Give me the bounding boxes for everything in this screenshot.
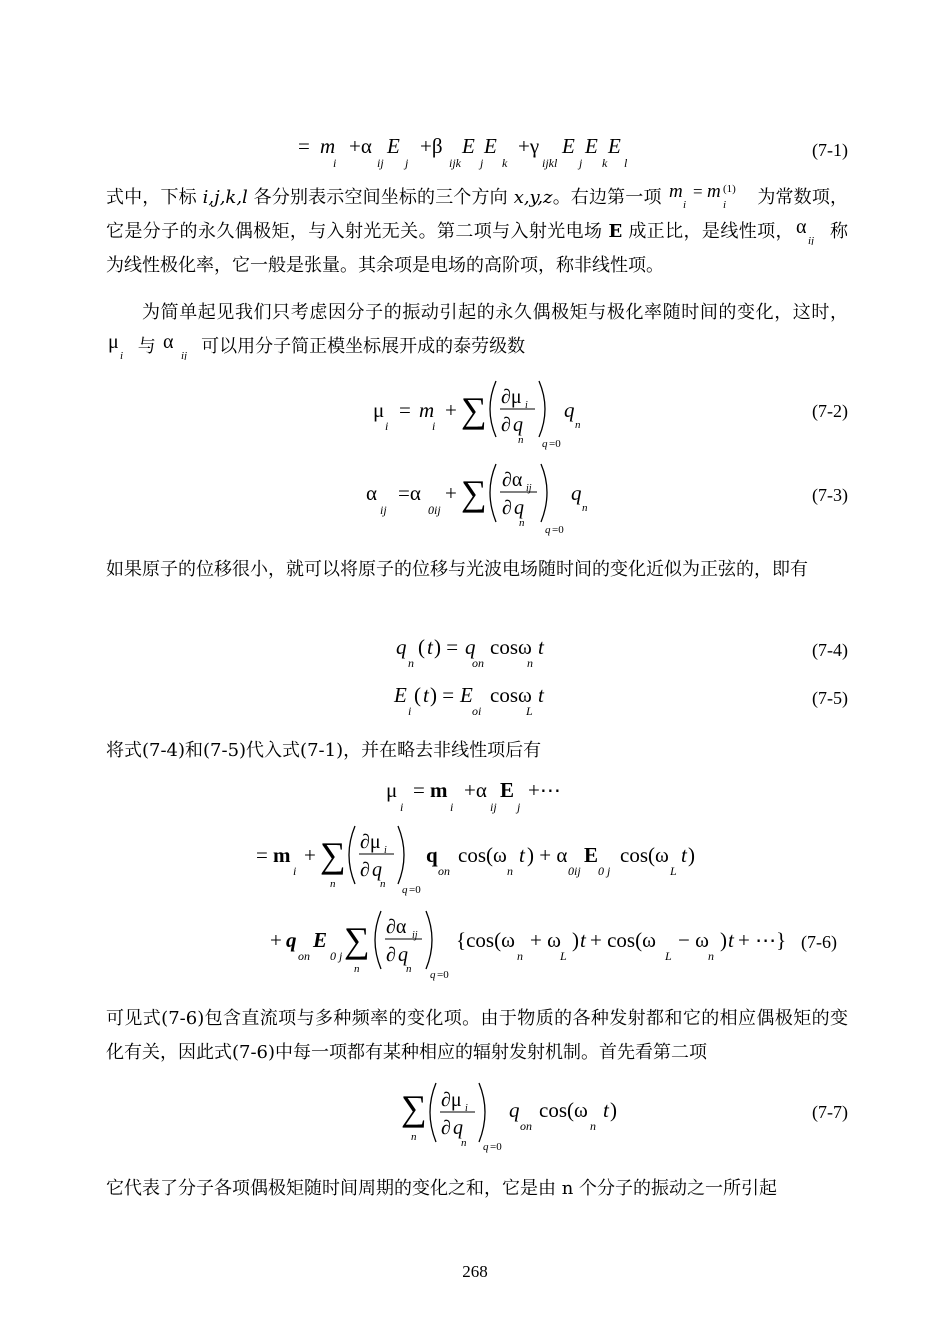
svg-text:i: i — [525, 400, 528, 411]
paragraph-5: 可见式(7-6)包含直流项与多种频率的变化项。由于物质的各种发射都和它的相应偶极矩的变化有关，因此式(7-6)中每一项都有某种相应的辐射发射机制。首先看第二项 — [106, 1008, 848, 1063]
svg-text:cos(ω: cos(ω — [539, 1098, 588, 1122]
svg-text:μ: μ — [373, 398, 385, 422]
svg-text:k: k — [602, 156, 608, 170]
svg-text:j: j — [579, 156, 583, 170]
svg-text:): ) — [720, 928, 727, 952]
svg-text:cosω: cosω — [490, 635, 532, 659]
text-run: 与 — [132, 336, 162, 357]
equation-number: (7-4) — [812, 640, 848, 660]
text-run: i,j,k,l — [202, 187, 248, 208]
equation-number: (7-6) — [801, 932, 837, 952]
equation-7-5 — [0, 680, 950, 740]
svg-text:(: ( — [414, 683, 421, 707]
svg-text:i: i — [465, 1103, 468, 1114]
svg-text:=: = — [413, 778, 425, 802]
text-run: 为常数项，它是分子的永久偶极矩，与入射光无关。第二项与入射光电场 — [106, 187, 848, 242]
svg-text:L: L — [526, 704, 533, 718]
paragraph-1 — [106, 181, 848, 283]
svg-text:+ cos(ω: + cos(ω — [590, 928, 656, 952]
svg-text:q: q — [426, 843, 438, 867]
svg-text:+⋯: +⋯ — [528, 778, 561, 802]
equation-7-7 — [0, 1078, 950, 1158]
svg-text:∂μ: ∂μ — [501, 386, 522, 408]
svg-text:∂: ∂ — [386, 944, 396, 966]
svg-text:) + α: ) + α — [527, 843, 568, 867]
svg-text:=: = — [256, 843, 268, 867]
svg-text:ij: ij — [412, 930, 418, 941]
svg-text:n: n — [507, 864, 513, 878]
equation-number: (7-5) — [812, 688, 848, 708]
svg-text:ij: ij — [377, 156, 384, 170]
svg-text:+ ⋯}: + ⋯} — [738, 928, 787, 952]
svg-text:− ω: − ω — [678, 928, 709, 952]
svg-text:E: E — [313, 928, 328, 952]
svg-text:n: n — [517, 949, 523, 963]
svg-text:t: t — [519, 843, 525, 867]
inline-formula-mu-i — [106, 334, 132, 360]
svg-text:q: q — [564, 398, 575, 422]
svg-text:t: t — [603, 1098, 609, 1122]
text-run: 式中，下标 — [106, 187, 203, 208]
svg-text:ijk: ijk — [449, 156, 461, 170]
svg-text:t: t — [427, 635, 433, 659]
svg-text:n: n — [461, 1137, 467, 1149]
svg-text:j: j — [517, 800, 521, 814]
svg-text:=0: =0 — [409, 884, 421, 896]
svg-text:cos(ω: cos(ω — [620, 843, 669, 867]
svg-text:∂: ∂ — [360, 859, 370, 881]
svg-text:E: E — [394, 683, 407, 707]
svg-text:E: E — [500, 778, 515, 802]
svg-text:m: m — [669, 183, 684, 202]
svg-text:E: E — [608, 134, 621, 158]
paragraph-3: 如果原子的位移很小，就可以将原子的位移与光波电场随时间的变化近似为正弦的，即有 — [106, 559, 808, 580]
svg-text:j: j — [480, 156, 484, 170]
equation-7-2 — [0, 375, 950, 450]
svg-text:q: q — [514, 497, 524, 519]
svg-text:0 j: 0 j — [598, 864, 611, 878]
svg-text:E: E — [460, 683, 473, 707]
svg-text:E: E — [462, 134, 475, 158]
svg-text:t: t — [423, 683, 429, 707]
equation-7-4-formula — [390, 632, 570, 672]
svg-text:oi: oi — [472, 704, 482, 718]
svg-text:t: t — [580, 928, 586, 952]
svg-text:∑: ∑ — [344, 920, 370, 960]
svg-text:i: i — [432, 419, 436, 433]
equation-7-7-formula — [395, 1078, 635, 1158]
svg-text:∂α: ∂α — [502, 469, 523, 491]
svg-text:q: q — [571, 481, 582, 505]
text-run: 各分别表示空间坐标的三个方向 — [247, 187, 514, 208]
svg-text:q: q — [372, 859, 382, 881]
svg-text:∂μ: ∂μ — [360, 831, 381, 853]
svg-text:=0: =0 — [490, 1141, 502, 1153]
svg-text:i: i — [408, 704, 412, 718]
svg-text:+β: +β — [420, 134, 443, 158]
svg-text:{cos(ω: {cos(ω — [456, 928, 515, 952]
svg-text:t: t — [538, 683, 544, 707]
svg-text:t: t — [728, 928, 734, 952]
svg-text:j: j — [405, 156, 409, 170]
svg-text:=0: =0 — [552, 524, 564, 536]
text-run: E — [608, 221, 623, 242]
svg-text:q: q — [286, 928, 297, 952]
svg-text:=: = — [298, 134, 310, 158]
svg-text:q: q — [396, 635, 407, 659]
svg-text:α: α — [366, 481, 378, 505]
equation-7-6-formula — [250, 775, 810, 985]
svg-text:+: + — [304, 843, 316, 867]
svg-text:m: m — [707, 183, 722, 202]
svg-text:q: q — [465, 635, 476, 659]
svg-text:q: q — [430, 969, 436, 981]
text-run: 。右边第一项 — [552, 187, 668, 208]
svg-text:n: n — [408, 656, 414, 670]
svg-text:+ ω: + ω — [530, 928, 561, 952]
svg-text:α: α — [163, 334, 174, 353]
svg-text:ij: ij — [181, 350, 188, 360]
svg-text:∂: ∂ — [502, 497, 512, 519]
svg-text:q: q — [509, 1098, 520, 1122]
svg-text:=: = — [693, 183, 704, 201]
svg-text:n: n — [519, 517, 525, 529]
svg-text:+: + — [445, 398, 457, 422]
svg-text:on: on — [520, 1119, 532, 1133]
svg-text:i: i — [400, 800, 404, 814]
svg-text:∂α: ∂α — [386, 916, 407, 938]
svg-text:i: i — [333, 156, 337, 170]
svg-text:on: on — [438, 864, 450, 878]
page-number: 268 — [462, 1262, 488, 1281]
svg-text:) =: ) = — [430, 683, 455, 707]
svg-text:=: = — [399, 398, 411, 422]
paragraph-2 — [106, 296, 848, 364]
svg-text:i: i — [385, 419, 389, 433]
text-run: 成正比，是线性项， — [622, 221, 794, 242]
text-run: 可以用分子简正模坐标展开成的泰劳级数 — [195, 336, 526, 357]
svg-text:ijkl: ijkl — [542, 156, 558, 170]
svg-text:n: n — [411, 1131, 417, 1143]
paragraph-4: 将式(7-4)和(7-5)代入式(7-1)，并在略去非线性项后有 — [106, 740, 542, 761]
paragraph-6: 它代表了分子各项偶极矩随时间周期的变化之和，它是由 n 个分子的振动之一所引起 — [106, 1178, 778, 1199]
svg-text:L: L — [670, 864, 677, 878]
svg-text:m: m — [320, 134, 336, 158]
svg-text:n: n — [708, 949, 714, 963]
svg-text:∂: ∂ — [501, 414, 511, 436]
svg-text:q: q — [402, 884, 408, 896]
equation-7-2-formula — [365, 375, 605, 450]
svg-text:ij: ij — [380, 503, 387, 517]
svg-text:) =: ) = — [434, 635, 459, 659]
svg-text:=0: =0 — [437, 969, 449, 981]
svg-text:n: n — [354, 963, 360, 975]
svg-text:n: n — [582, 502, 588, 514]
svg-text:q: q — [398, 944, 408, 966]
svg-text:E: E — [562, 134, 575, 158]
svg-text:E: E — [584, 843, 599, 867]
svg-text:E: E — [484, 134, 497, 158]
svg-text:∂: ∂ — [441, 1117, 451, 1139]
svg-text:k: k — [502, 156, 508, 170]
inline-formula-alpha-ij — [161, 334, 195, 360]
svg-text:): ) — [688, 843, 695, 867]
svg-text:on: on — [298, 949, 310, 963]
svg-text:∑: ∑ — [461, 390, 487, 430]
svg-text:t: t — [681, 843, 687, 867]
svg-text:(: ( — [418, 635, 425, 659]
svg-text:n: n — [380, 878, 386, 890]
svg-text:i: i — [683, 199, 687, 209]
svg-text:i: i — [450, 800, 454, 814]
svg-text:0 j: 0 j — [330, 949, 343, 963]
svg-text:E: E — [585, 134, 598, 158]
svg-text:ij: ij — [526, 483, 532, 494]
svg-text:∑: ∑ — [320, 835, 346, 875]
svg-text:l: l — [624, 156, 628, 170]
svg-text:m: m — [419, 398, 435, 422]
text-run: 称为线性极化率，它一般是张量。其余项是电场的高阶项，称非线性项。 — [106, 221, 848, 276]
svg-text:): ) — [610, 1098, 617, 1122]
svg-text:on: on — [472, 656, 484, 670]
svg-text:∂μ: ∂μ — [441, 1089, 462, 1111]
svg-text:n: n — [575, 419, 581, 431]
svg-text:i: i — [723, 199, 727, 209]
svg-text:t: t — [538, 635, 544, 659]
inline-formula-alpha-ij — [794, 219, 824, 245]
svg-text:n: n — [527, 656, 533, 670]
svg-text:=0: =0 — [549, 438, 561, 450]
equation-number: (7-3) — [812, 485, 848, 505]
equation-7-3-formula — [360, 458, 610, 536]
svg-text:cos(ω: cos(ω — [458, 843, 507, 867]
svg-text:ij: ij — [490, 800, 497, 814]
svg-text:+γ: +γ — [518, 134, 540, 158]
svg-text:m: m — [273, 843, 291, 867]
svg-text:+: + — [445, 481, 457, 505]
inline-formula-m-i — [667, 183, 751, 209]
svg-text:+α: +α — [464, 778, 487, 802]
svg-text:q: q — [542, 438, 548, 450]
svg-text:): ) — [572, 928, 579, 952]
equation-7-5-formula — [388, 680, 568, 720]
svg-text:q: q — [513, 414, 523, 436]
svg-text:n: n — [590, 1119, 596, 1133]
svg-text:ij: ij — [807, 235, 814, 245]
svg-text:q: q — [545, 524, 551, 536]
svg-text:cosω: cosω — [490, 683, 532, 707]
svg-text:0ij: 0ij — [428, 503, 441, 517]
svg-text:i: i — [293, 864, 297, 878]
equation-number: (7-2) — [812, 401, 848, 421]
text-run: x,y,z — [513, 187, 553, 208]
svg-text:m: m — [430, 778, 448, 802]
svg-text:μ: μ — [108, 334, 119, 353]
svg-text:(1): (1) — [723, 183, 737, 195]
svg-text:i: i — [120, 350, 124, 360]
svg-text:α: α — [795, 219, 807, 238]
equation-7-3 — [0, 458, 950, 536]
svg-text:n: n — [406, 963, 412, 975]
equation-number: (7-7) — [812, 1102, 848, 1122]
svg-text:q: q — [453, 1117, 463, 1139]
equation-number: (7-1) — [812, 140, 848, 160]
svg-text:+: + — [270, 928, 282, 952]
svg-text:+α: +α — [349, 134, 372, 158]
svg-text:0ij: 0ij — [568, 864, 581, 878]
svg-text:μ: μ — [386, 778, 398, 802]
equation-7-1-formula — [290, 130, 650, 180]
svg-text:n: n — [330, 878, 336, 890]
svg-text:L: L — [665, 949, 672, 963]
svg-text:∑: ∑ — [461, 473, 487, 513]
equation-7-6 — [0, 775, 950, 985]
text-run: 为简单起见我们只考虑因分子的振动引起的永久偶极矩与极化率随时间的变化，这时， — [142, 302, 848, 323]
svg-text:n: n — [518, 434, 524, 446]
svg-text:E: E — [387, 134, 400, 158]
svg-text:=α: =α — [398, 481, 421, 505]
svg-text:q: q — [483, 1141, 489, 1153]
svg-text:i: i — [384, 845, 387, 856]
svg-text:L: L — [560, 949, 567, 963]
svg-text:∑: ∑ — [401, 1088, 427, 1128]
